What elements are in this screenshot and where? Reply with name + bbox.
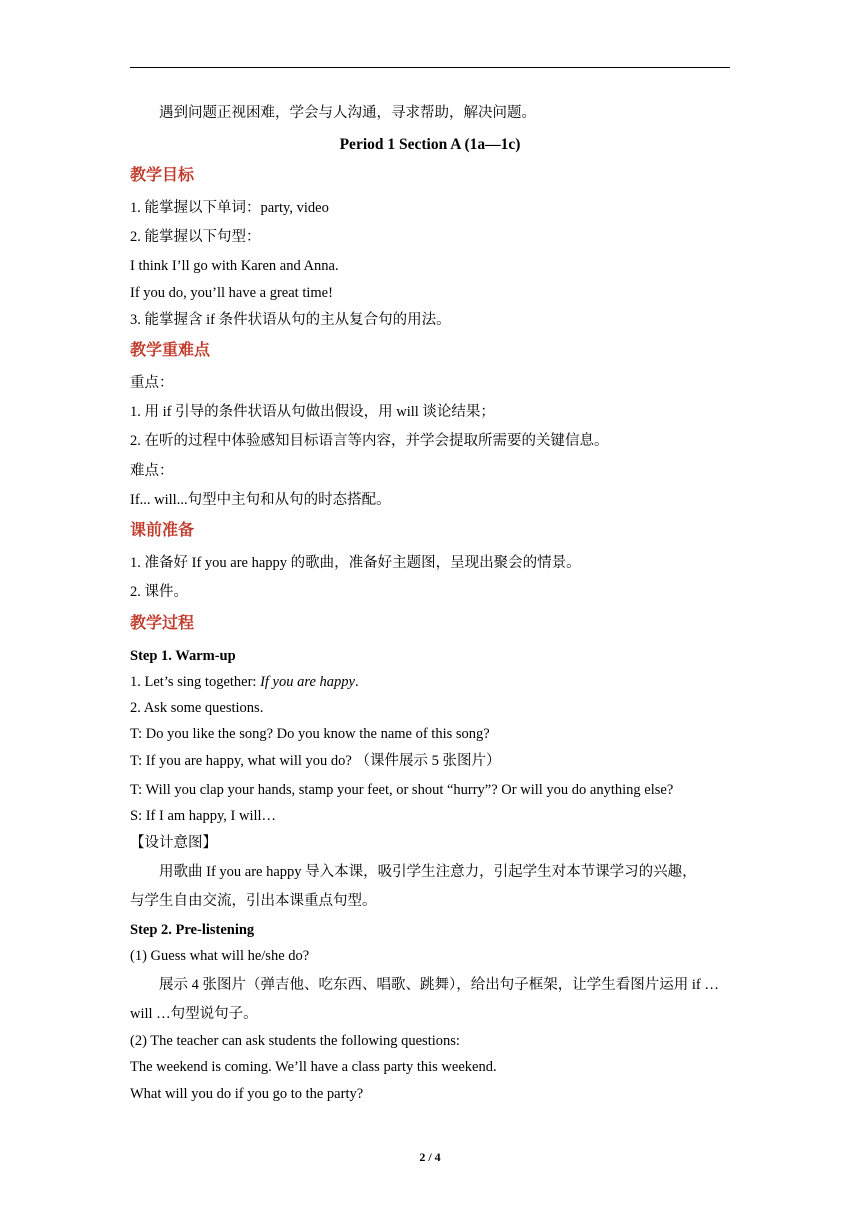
sentence-2: If you do, you’ll have a great time! <box>130 285 333 301</box>
objective-2: 2. 能掌握以下句型： <box>130 229 261 245</box>
step-2-line-2: 展示 4 张图片（弹吉他、吃东西、唱歌、跳舞），给出句子框架，让学生看图片运用 if … <box>159 977 719 993</box>
step-2-line-3: will …句型说句子。 <box>130 1006 258 1022</box>
student-answer: S: If I am happy, I will… <box>130 808 277 824</box>
design-intent-2: 与学生自由交流，引出本课重点句型。 <box>130 893 377 909</box>
objective-1: 1. 能掌握以下单词：party, video <box>130 200 329 216</box>
heading-preparation: 课前准备 <box>130 520 195 539</box>
prep-1: 1. 准备好 If you are happy 的歌曲，准备好主题图，呈现出聚会的情景。 <box>130 555 581 571</box>
teacher-q-1: T: Do you like the song? Do you know the name of this song? <box>130 726 490 742</box>
design-intent-1: 用歌曲 If you are happy 导入本课，吸引学生注意力，引起学生对本节课学习的兴趣， <box>159 864 697 880</box>
step-1-line-1 <box>130 672 730 692</box>
teacher-q-3: T: Will you clap your hands, stamp your feet, or shout “hurry”? Or will you do anything else? <box>130 782 674 798</box>
step-1-title: Step 1. Warm-up <box>130 648 236 664</box>
sing-text: 1. Let’s sing together: <box>130 674 261 690</box>
section-title: Period 1 Section A (1a—1c) <box>339 136 521 153</box>
prep-2: 2. 课件。 <box>130 584 188 600</box>
difficulty-1: If... will...句型中主句和从句的时态搭配。 <box>130 492 391 508</box>
step-2-line-6: What will you do if you go to the party? <box>130 1086 364 1102</box>
step-2-line-5: The weekend is coming. We’ll have a class party this weekend. <box>130 1059 497 1075</box>
page-number: 2 / 4 <box>419 1150 441 1164</box>
teacher-q-2: T: If you are happy, what will you do? （课件展示 5 张图片） <box>130 753 501 769</box>
intro-line: 遇到问题正视困难，学会与人沟通，寻求帮助，解决问题。 <box>159 105 536 121</box>
key-point-1: 1. 用 if 引导的条件状语从句做出假设，用 will 谈论结果； <box>130 404 495 420</box>
heading-process: 教学过程 <box>130 613 195 632</box>
heading-objectives: 教学目标 <box>130 165 195 184</box>
song-title: If you are happy <box>260 674 355 690</box>
sentence-1: I think I’ll go with Karen and Anna. <box>130 258 339 274</box>
step-1-line-2: 2. Ask some questions. <box>130 700 264 716</box>
sing-period: . <box>354 674 359 690</box>
heading-key-points: 教学重难点 <box>130 340 211 359</box>
step-2-title: Step 2. Pre-listening <box>130 922 255 938</box>
objective-3: 3. 能掌握含 if 条件状语从句的主从复合句的用法。 <box>130 312 451 328</box>
step-2-line-1: (1) Guess what will he/she do? <box>130 948 310 964</box>
key-point-2: 2. 在听的过程中体验感知目标语言等内容，并学会提取所需要的关键信息。 <box>130 433 609 449</box>
key-label: 重点： <box>130 375 174 391</box>
header-rule <box>130 67 730 68</box>
step-2-line-4: (2) The teacher can ask students the following questions: <box>130 1033 460 1049</box>
design-intent-label: 【设计意图】 <box>130 835 217 851</box>
difficulty-label: 难点： <box>130 463 174 479</box>
